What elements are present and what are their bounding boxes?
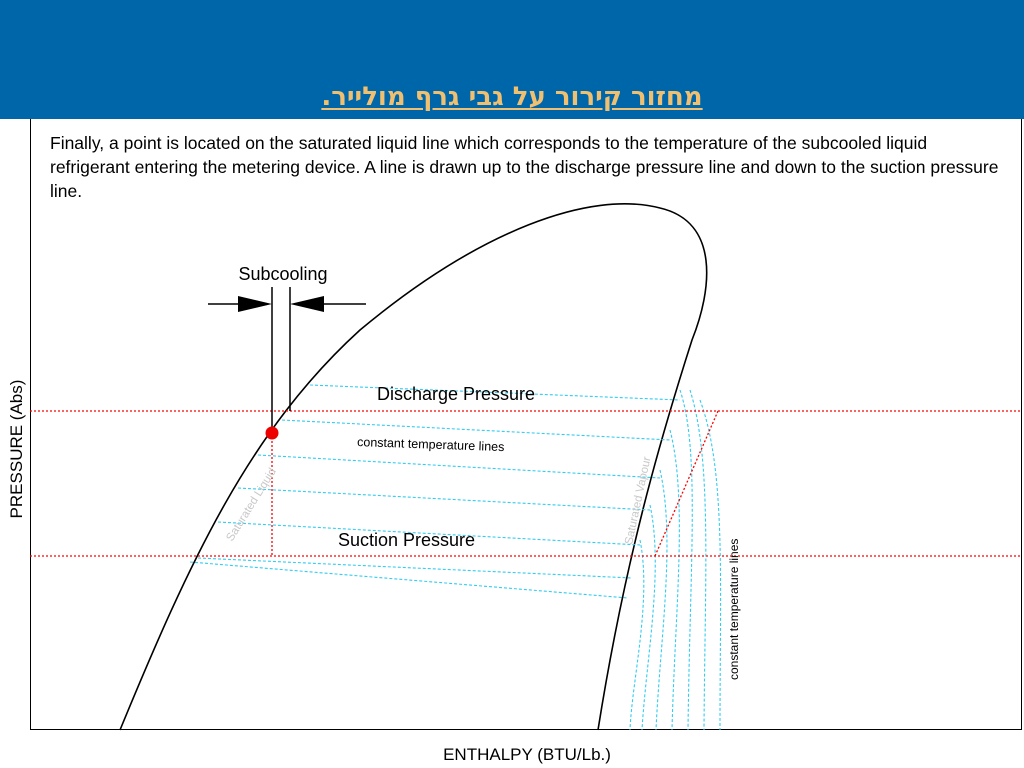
- discharge-pressure-label: Discharge Pressure: [377, 384, 536, 404]
- subcooling-label: Subcooling: [238, 264, 328, 284]
- diagram-caption: Finally, a point is located on the saturated liquid line which corresponds to the temperature of the subcooled liquid refrigerant entering the metering device. A line is drawn up to the discharge pressure line and down to the suction pressure line.: [50, 133, 999, 201]
- suction-pressure-label: Suction Pressure: [338, 530, 476, 550]
- slide-title: מחזור קירור על גבי גרף מולייר.: [321, 82, 703, 112]
- pressure-lines: [30, 411, 1022, 556]
- constant-temperature-label-vertical: constant temperature lines: [727, 538, 741, 680]
- subcooled-liquid-point: [266, 427, 279, 440]
- saturated-liquid-label: Saturated Liquid: [224, 466, 279, 544]
- arrow-right-icon: [238, 296, 272, 312]
- constant-temperature-label: constant temperature lines: [356, 435, 505, 455]
- saturation-dome-curve: [120, 204, 707, 730]
- y-axis-label: PRESSURE (Abs): [7, 379, 26, 519]
- x-axis-label: ENTHALPY (BTU/Lb.): [443, 745, 611, 764]
- arrow-left-icon: [290, 296, 324, 312]
- saturated-vapour-label: Saturated Vapour: [623, 455, 654, 546]
